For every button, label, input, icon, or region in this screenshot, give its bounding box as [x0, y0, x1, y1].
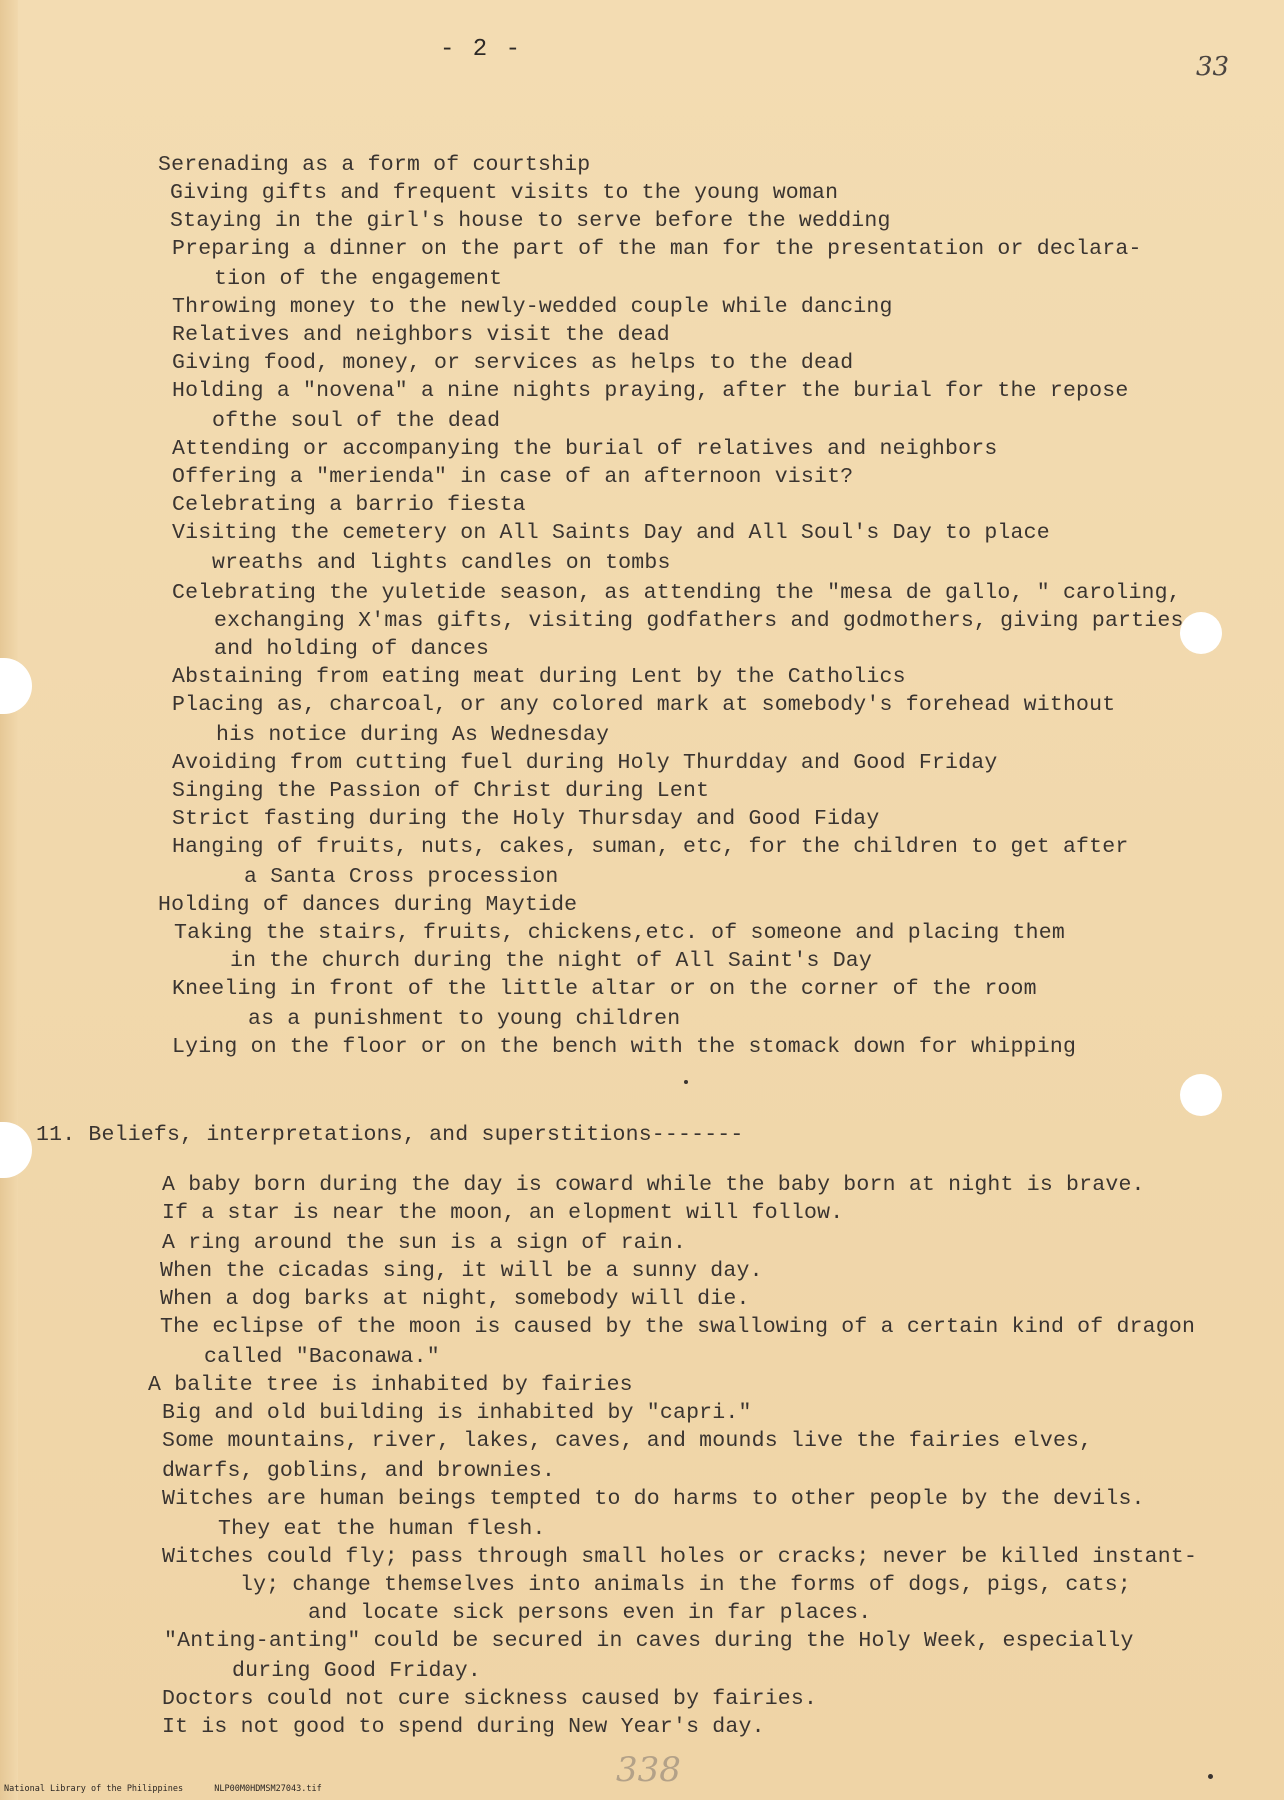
list-item: Singing the Passion of Christ during Lent — [172, 779, 710, 803]
list-item: A balite tree is inhabited by fairies — [148, 1373, 633, 1397]
list-item: Celebrating a barrio fiesta — [172, 493, 526, 517]
list-item: Some mountains, river, lakes, caves, and mounds live the fairies elves, — [162, 1429, 1093, 1453]
list-item: during Good Friday. — [232, 1659, 481, 1683]
section-heading: 11. Beliefs, interpretations, and superstitions------- — [36, 1123, 744, 1147]
list-item: When the cicadas sing, it will be a sunny day. — [160, 1259, 763, 1283]
list-item: They eat the human flesh. — [218, 1517, 546, 1541]
list-item: If a star is near the moon, an elopment will follow. — [162, 1201, 844, 1225]
list-item: exchanging X'mas gifts, visiting godfathers and godmothers, giving parties — [214, 609, 1184, 633]
paper-edge — [0, 0, 18, 1800]
list-item: A baby born during the day is coward while the baby born at night is brave. — [162, 1173, 1145, 1197]
list-item: Kneeling in front of the little altar or on the corner of the room — [172, 977, 1037, 1001]
library-label: National Library of the Philippines — [4, 1784, 184, 1794]
list-item: as a punishment to young children — [248, 1007, 681, 1031]
list-item: Placing as, charcoal, or any colored mark at somebody's forehead without — [172, 693, 1116, 717]
list-item: Big and old building is inhabited by "capri." — [162, 1401, 752, 1425]
file-label: NLP00M0HDMSM27043.tif — [214, 1784, 322, 1794]
list-item: Serenading as a form of courtship — [158, 153, 591, 177]
list-item: Attending or accompanying the burial of relatives and neighbors — [172, 437, 998, 461]
list-item: Hanging of fruits, nuts, cakes, suman, etc, for the children to get after — [172, 835, 1129, 859]
list-item: ofthe soul of the dead — [212, 409, 501, 433]
punch-hole — [1180, 1074, 1222, 1116]
list-item: Doctors could not cure sickness caused by fairies. — [162, 1687, 818, 1711]
list-item: Giving food, money, or services as helps to the dead — [172, 351, 854, 375]
stamp-number: 338 — [616, 1750, 681, 1790]
punch-hole — [1180, 612, 1222, 654]
list-item: It is not good to spend during New Year's day. — [162, 1715, 765, 1739]
list-item: A ring around the sun is a sign of rain. — [162, 1231, 687, 1255]
ink-speck — [684, 1080, 688, 1084]
list-item: Witches could fly; pass through small holes or cracks; never be killed instant- — [162, 1545, 1198, 1569]
list-item: Staying in the girl's house to serve before the wedding — [170, 209, 891, 233]
list-item: wreaths and lights candles on tombs — [212, 551, 671, 575]
scan-footer — [4, 1784, 348, 1794]
list-item: and holding of dances — [214, 637, 490, 661]
list-item: The eclipse of the moon is caused by the swallowing of a certain kind of dragon — [160, 1315, 1196, 1339]
list-item: Taking the stairs, fruits, chickens,etc. of someone and placing them — [174, 921, 1065, 945]
list-item: "Anting-anting" could be secured in caves during the Holy Week, especially — [164, 1629, 1134, 1653]
punch-hole — [0, 1122, 32, 1178]
ink-speck — [1208, 1774, 1213, 1779]
punch-hole — [0, 658, 32, 714]
list-item: Holding a "novena" a nine nights praying, after the burial for the repose — [172, 379, 1129, 403]
list-item: Witches are human beings tempted to do harms to other people by the devils. — [162, 1487, 1145, 1511]
list-item: dwarfs, goblins, and brownies. — [162, 1459, 556, 1483]
page-number: - 2 - — [440, 36, 523, 63]
list-item: called "Baconawa." — [204, 1345, 440, 1369]
list-item: and locate sick persons even in far places. — [308, 1601, 872, 1625]
list-item: Giving gifts and frequent visits to the young woman — [170, 181, 839, 205]
list-item: in the church during the night of All Saint's Day — [230, 949, 873, 973]
list-item: Relatives and neighbors visit the dead — [172, 323, 670, 347]
list-item: Throwing money to the newly-wedded couple while dancing — [172, 295, 893, 319]
list-item: Avoiding from cutting fuel during Holy Thurdday and Good Friday — [172, 751, 998, 775]
list-item: his notice during As Wednesday — [216, 723, 610, 747]
list-item: Celebrating the yuletide season, as attending the "mesa de gallo, " caroling, — [172, 581, 1181, 605]
list-item: Strict fasting during the Holy Thursday and Good Fiday — [172, 807, 880, 831]
list-item: Holding of dances during Maytide — [158, 893, 578, 917]
list-item: ly; change themselves into animals in the forms of dogs, pigs, cats; — [240, 1573, 1131, 1597]
list-item: Preparing a dinner on the part of the man for the presentation or declara- — [172, 237, 1142, 261]
list-item: a Santa Cross procession — [244, 865, 559, 889]
list-item: Lying on the floor or on the bench with the stomack down for whipping — [172, 1035, 1077, 1059]
list-item: Abstaining from eating meat during Lent by the Catholics — [172, 665, 906, 689]
folio-number: 33 — [1196, 52, 1230, 82]
list-item: Visiting the cemetery on All Saints Day and All Soul's Day to place — [172, 521, 1050, 545]
list-item: Offering a "merienda" in case of an afternoon visit? — [172, 465, 854, 489]
list-item: tion of the engagement — [214, 267, 503, 291]
list-item: When a dog barks at night, somebody will die. — [160, 1287, 750, 1311]
